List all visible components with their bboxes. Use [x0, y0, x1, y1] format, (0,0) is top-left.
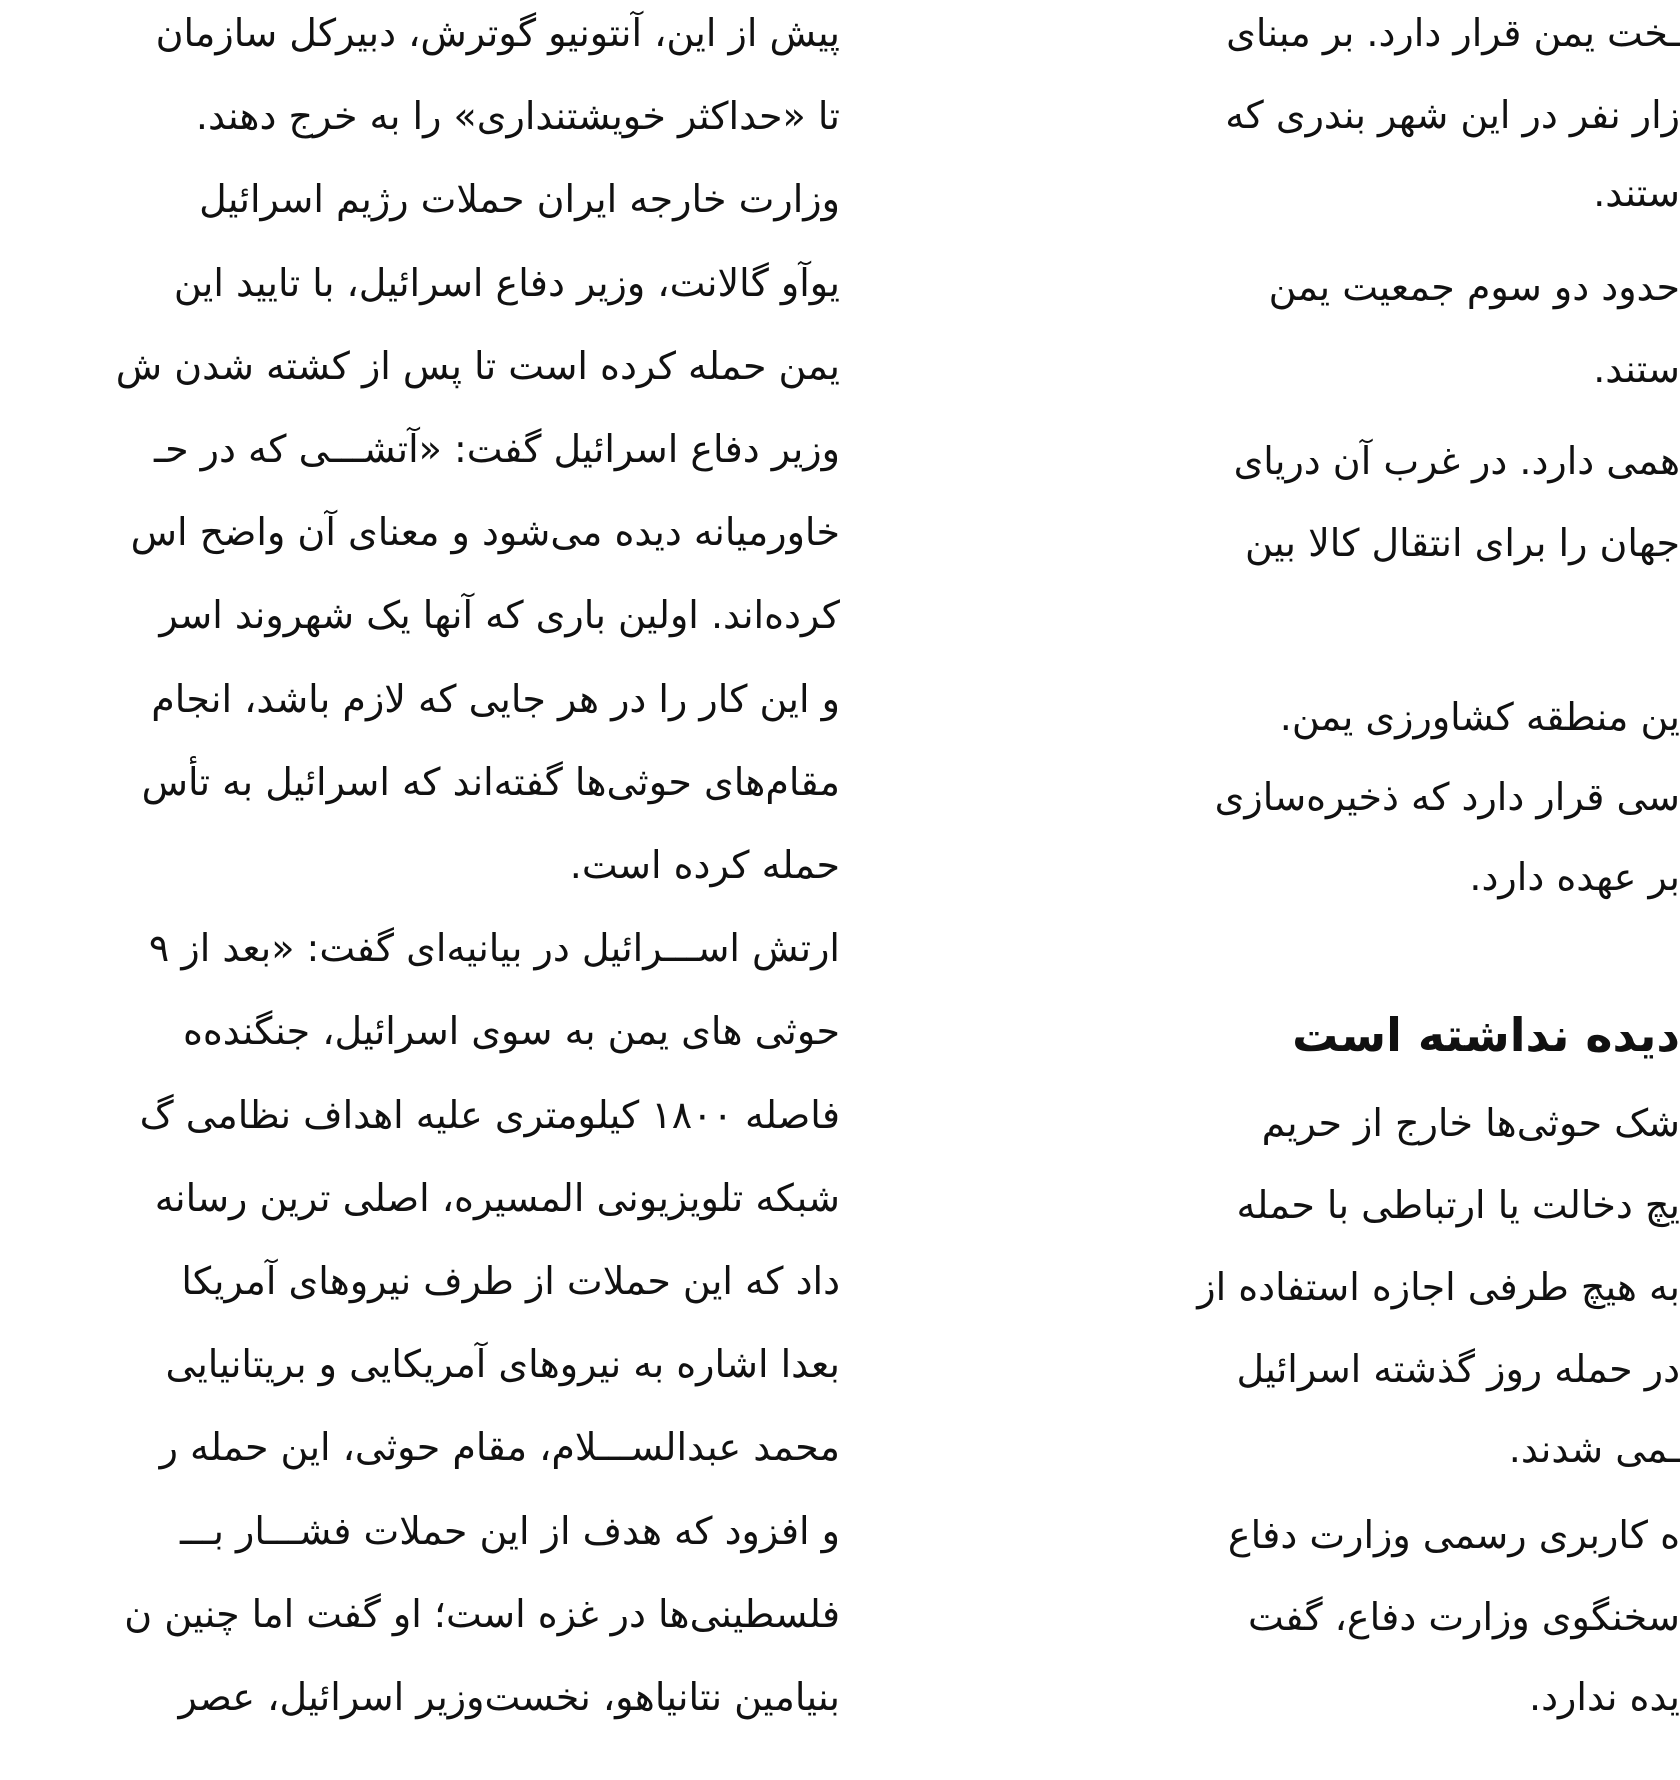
text-line: یمن حمله کرده است تا پس از کشته شدن ش	[115, 343, 840, 388]
text-line: بعدا اشاره به نیروهای آمریکایی و بریتانیایی	[165, 1342, 840, 1387]
text-line: شبکه تلویزیونی المسیره، اصلی ترین رسانه	[154, 1175, 840, 1220]
text-line: وزارت خارجه ایران حملات رژیم اسرائیل	[199, 177, 840, 222]
text-line: محمد عبدالســـلام، مقام حوثی، این حمله ر	[159, 1425, 840, 1470]
text-line: حوثی های یمن به سوی اسرائیل، جنگنده‌ه	[182, 1009, 840, 1054]
text-line: و این کار را در هر جایی که لازم باشد، انجام	[151, 676, 840, 721]
section-heading: دیده نداشته است	[1292, 1008, 1680, 1062]
text-line: خاورمیانه دیده می‌شود و معنای آن واضح اس	[130, 510, 840, 555]
text-line: به هیچ طرفی اجازه استفاده از	[1197, 1265, 1680, 1309]
text-line: ـمی شدند.	[1508, 1427, 1680, 1471]
text-line: تا «حداکثر خویشتنداری» را به خرج دهند.	[195, 94, 840, 139]
text-line: ستند.	[1593, 171, 1680, 215]
text-line: جهان را برای انتقال کالا بین	[1245, 521, 1680, 565]
text-line: یچ دخالت یا ارتباطی با حمله	[1236, 1183, 1680, 1227]
text-line: ـخت یمن قرار دارد. بر مبنای	[1226, 11, 1680, 55]
text-line: ه کاربری رسمی وزارت دفاع	[1227, 1513, 1680, 1557]
text-line: فاصله ۱۸۰۰ کیلومتری علیه اهداف نظامی گ	[139, 1092, 840, 1137]
text-line: ستند.	[1593, 347, 1680, 391]
text-line: بر عهده دارد.	[1469, 855, 1680, 899]
text-line: بنیامین نتانیاهو، نخست‌وزیر اسرائیل، عصر	[178, 1675, 840, 1719]
text-line: ارتش اســـرائیل در بیانیه‌ای گفت: «بعد از ۹	[148, 926, 840, 971]
text-line: در حمله روز گذشته اسرائیل	[1236, 1347, 1680, 1391]
text-line: فلسطینی‌ها در غزه است؛ او گفت اما چنین ن	[124, 1591, 840, 1636]
text-line: کرده‌اند. اولین باری که آنها یک شهروند اسر	[159, 593, 840, 638]
right-text-column	[945, 0, 1680, 1780]
text-line: زار نفر در این شهر بندری که	[1225, 93, 1680, 137]
text-line: مقام‌های حوثی‌ها گفته‌اند که اسرائیل به تأس	[141, 759, 840, 804]
text-line: یده ندارد.	[1529, 1675, 1680, 1719]
text-line: یوآو گالانت، وزیر دفاع اسرائیل، با تایید این	[173, 260, 840, 305]
text-line: سخنگوی وزارت دفاع، گفت	[1247, 1595, 1680, 1639]
text-line: ین منطقه کشاورزی یمن.	[1279, 695, 1680, 739]
text-line: حمله کرده است.	[569, 843, 840, 887]
text-line: پیش از این، آنتونیو گوترش، دبیرکل سازمان	[155, 11, 840, 55]
text-line: و افزود که هدف از این حملات فشـــار بـــ	[179, 1508, 840, 1553]
text-line: حدود دو سوم جمعیت یمن	[1268, 265, 1680, 309]
text-line: سی قرار دارد که ذخیره‌سازی	[1214, 775, 1680, 819]
text-line: وزیر دفاع اسرائیل گفت: «آتشـــی که در حـ	[153, 427, 840, 471]
text-line: داد که این حملات از طرف نیروهای آمریکا	[181, 1259, 840, 1303]
text-line: همی دارد. در غرب آن دریای	[1233, 439, 1680, 483]
text-line: شک حوثی‌ها خارج از حریم	[1261, 1101, 1680, 1145]
